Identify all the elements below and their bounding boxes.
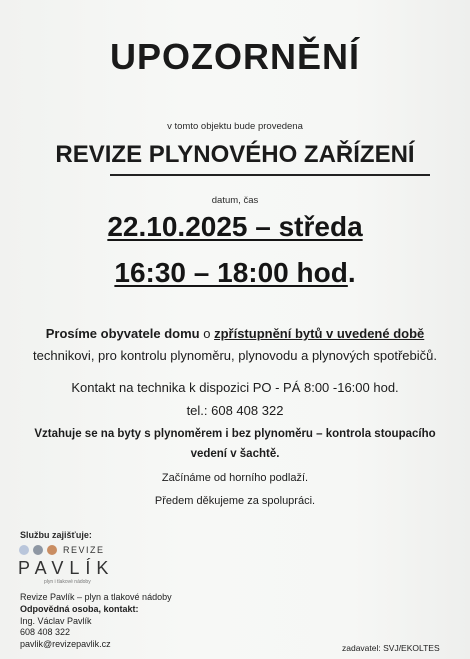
logo-dot-1 (19, 545, 29, 555)
start-text: Začínáme od horního podlaží. (161, 472, 309, 484)
logo-dots (19, 543, 105, 557)
heading-underline (110, 174, 430, 176)
inspection-date (0, 211, 470, 243)
note-line-2: vedení v šachtě. (190, 448, 280, 460)
sponsor-text: zadavatel: SVJ/EKOLTES (342, 643, 440, 653)
request-emphasis: zpřístupnění bytů v uvedené době (214, 326, 425, 341)
contact-text: Kontakt na technika k dispozici PO - PÁ 8:00 -16:00 hod. (71, 380, 399, 395)
time-text: 16:30 – 18:00 hod (114, 257, 348, 288)
note-line-1: Vztahuje se na byty s plynoměrem i bez plynoměru – kontrola stoupacího (34, 428, 436, 440)
datetime-label: datum, čas (211, 195, 259, 206)
logo-name: PAVLÍK (18, 558, 115, 578)
thanks-text: Předem děkujeme za spolupráci. (154, 495, 316, 507)
logo-dot-2 (33, 545, 43, 555)
request-lead: Prosíme obyvatele domu (45, 326, 200, 341)
request-line-1 (0, 326, 470, 341)
responsible-person: Ing. Václav Pavlík (20, 616, 92, 626)
date-text: 22.10.2025 – středa (107, 211, 363, 242)
company-email: pavlik@revizepavlik.cz (20, 639, 111, 649)
inspection-heading: REVIZE PLYNOVÉHO ZAŘÍZENÍ (55, 141, 415, 168)
request-connector: o (199, 326, 215, 341)
company-logo (18, 543, 138, 585)
phone-text: tel.: 608 408 322 (186, 403, 284, 418)
company-name: Revize Pavlík – plyn a tlakové nádoby (20, 592, 172, 602)
time-suffix: . (347, 257, 356, 288)
notice-title: UPOZORNĚNÍ (109, 36, 360, 77)
logo-revize-text: REVIZE (63, 545, 105, 555)
intro-text: v tomto objektu bude provedena (167, 121, 303, 132)
company-phone: 608 408 322 (20, 627, 71, 637)
logo-dot-3 (47, 545, 57, 555)
logo-tagline: plyn i tlakové nádoby (44, 579, 91, 585)
request-line-2: technikovi, pro kontrolu plynoměru, plynovodu a plynových spotřebičů. (33, 348, 437, 363)
inspection-time (0, 257, 470, 289)
service-label: Službu zajišťuje: (20, 530, 92, 540)
note-text (0, 424, 470, 464)
responsible-label: Odpovědná osoba, kontakt: (20, 604, 139, 614)
